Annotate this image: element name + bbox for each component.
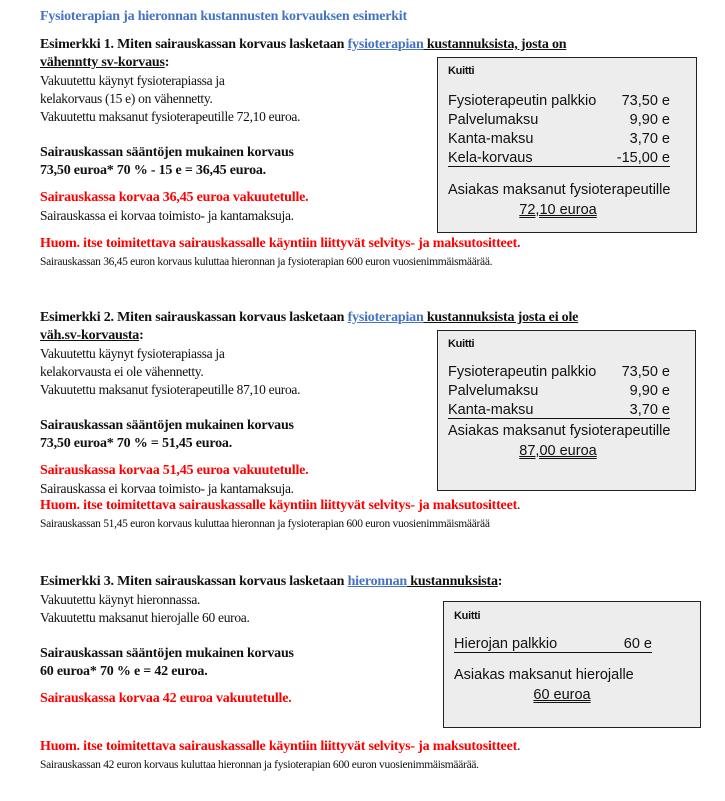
example-1-payout: Sairauskassa korvaa 36,45 euroa vakuutetulle. [40, 190, 309, 205]
receipt-label: Kuitti [448, 65, 475, 77]
example-1-rule-heading: Sairauskassan sääntöjen mukainen korvaus [40, 145, 294, 160]
example-3-rule-heading: Sairauskassan sääntöjen mukainen korvaus [40, 646, 294, 661]
receipt-item: Hierojan palkkio 60 e [454, 636, 652, 652]
page-title: Fysioterapian ja hieronnan kustannusten korvauksen esimerkit [40, 9, 407, 24]
receipt-item: Kela-korvaus -15,00 e [448, 150, 670, 166]
receipt-item: Kanta-maksu 3,70 e [448, 402, 670, 418]
example-1-heading-line2: vähenntty sv-korvaus: [40, 55, 170, 70]
receipt-item: Palvelumaksu 9,90 e [448, 112, 670, 128]
hieronta-link[interactable]: hieronnan [347, 574, 407, 589]
fysioterapia-link[interactable]: fysioterapian [347, 310, 424, 325]
example-1-line: Vakuutettu käynyt fysioterapiassa ja [40, 73, 225, 88]
receipt-item: Kanta-maksu 3,70 e [448, 131, 670, 147]
example-2-line: kelakorvausta ei ole vähennetty. [40, 364, 204, 379]
receipt-box-3 [443, 601, 701, 728]
example-1-line: kelakorvaus (15 e) on vähennetty. [40, 91, 213, 106]
receipt-item: Fysioterapeutin palkkio 73,50 e [448, 364, 670, 380]
example-3-line: Vakuutettu maksanut hierojalle 60 euroa. [40, 610, 250, 625]
example-3-notice: Huom. itse toimitettava sairauskassalle käyntiin liittyvät selvitys- ja maksutositteet. [40, 739, 521, 754]
fysioterapia-link[interactable]: fysioterapian [347, 37, 424, 52]
receipt-total: 72,10 euroa [519, 202, 597, 218]
receipt-label: Kuitti [454, 610, 481, 622]
example-2-limit-note: Sairauskassan 51,45 euron korvaus kuluttaa hieronnan ja fysioterapian 600 euron vuosienimmäismäärää [40, 518, 490, 530]
example-3-line: Vakuutettu käynyt hieronnassa. [40, 592, 201, 607]
receipt-item: Fysioterapeutin palkkio 73,50 e [448, 93, 670, 109]
example-2-heading: Esimerkki 2. Miten sairauskassan korvaus lasketaan fysioterapian kustannuksista josta ei ole [40, 310, 579, 325]
receipt-label: Kuitti [448, 338, 475, 350]
example-2-line: Vakuutettu käynyt fysioterapiassa ja [40, 346, 225, 361]
example-3-limit-note: Sairauskassan 42 euron korvaus kuluttaa hieronnan ja fysioterapian 600 euron vuosienimmäismäärää. [40, 759, 479, 771]
receipt-total: 60 euroa [533, 687, 591, 703]
receipt-sum-label: Asiakas maksanut fysioterapeutille [448, 423, 671, 439]
example-2-rule-formula: 73,50 euroa* 70 % = 51,45 euroa. [40, 436, 232, 451]
receipt-box-1 [437, 57, 697, 233]
example-1-rule-formula: 73,50 euroa* 70 % - 15 e = 36,45 euroa. [40, 163, 266, 178]
receipt-sum-label: Asiakas maksanut fysioterapeutille [448, 182, 671, 198]
example-1-heading: Esimerkki 1. Miten sairauskassan korvaus lasketaan fysioterapian kustannuksista, josta on [40, 37, 567, 52]
example-3-heading: Esimerkki 3. Miten sairauskassan korvaus lasketaan hieronnan kustannuksista: [40, 574, 503, 589]
receipt-sum-label: Asiakas maksanut hierojalle [454, 667, 634, 683]
receipt-total: 87,00 euroa [519, 443, 597, 459]
example-1-line: Vakuutettu maksanut fysioterapeutille 72,10 euroa. [40, 109, 301, 124]
receipt-box-2 [437, 330, 696, 491]
example-2-not-covered: Sairauskassa ei korvaa toimisto- ja kantamaksuja. [40, 481, 294, 496]
example-1-not-covered: Sairauskassa ei korvaa toimisto- ja kantamaksuja. [40, 208, 294, 223]
example-2-heading-line2: väh.sv-korvausta: [40, 328, 144, 343]
example-2-notice: Huom. itse toimitettava sairauskassalle käyntiin liittyvät selvitys- ja maksutositteet. [40, 498, 521, 513]
example-1-notice: Huom. itse toimitettava sairauskassalle käyntiin liittyvät selvitys- ja maksutositteet. [40, 236, 521, 251]
example-1-limit-note: Sairauskassan 36,45 euron korvaus kuluttaa hieronnan ja fysioterapian 600 euron vuosienimmäismäärää. [40, 256, 493, 268]
example-2-payout: Sairauskassa korvaa 51,45 euroa vakuutetulle. [40, 463, 309, 478]
receipt-item: Palvelumaksu 9,90 e [448, 383, 670, 399]
example-2-line: Vakuutettu maksanut fysioterapeutille 87,10 euroa. [40, 382, 301, 397]
example-3-rule-formula: 60 euroa* 70 % e = 42 euroa. [40, 664, 208, 679]
example-2-rule-heading: Sairauskassan sääntöjen mukainen korvaus [40, 418, 294, 433]
example-3-payout: Sairauskassa korvaa 42 euroa vakuutetulle. [40, 691, 292, 706]
